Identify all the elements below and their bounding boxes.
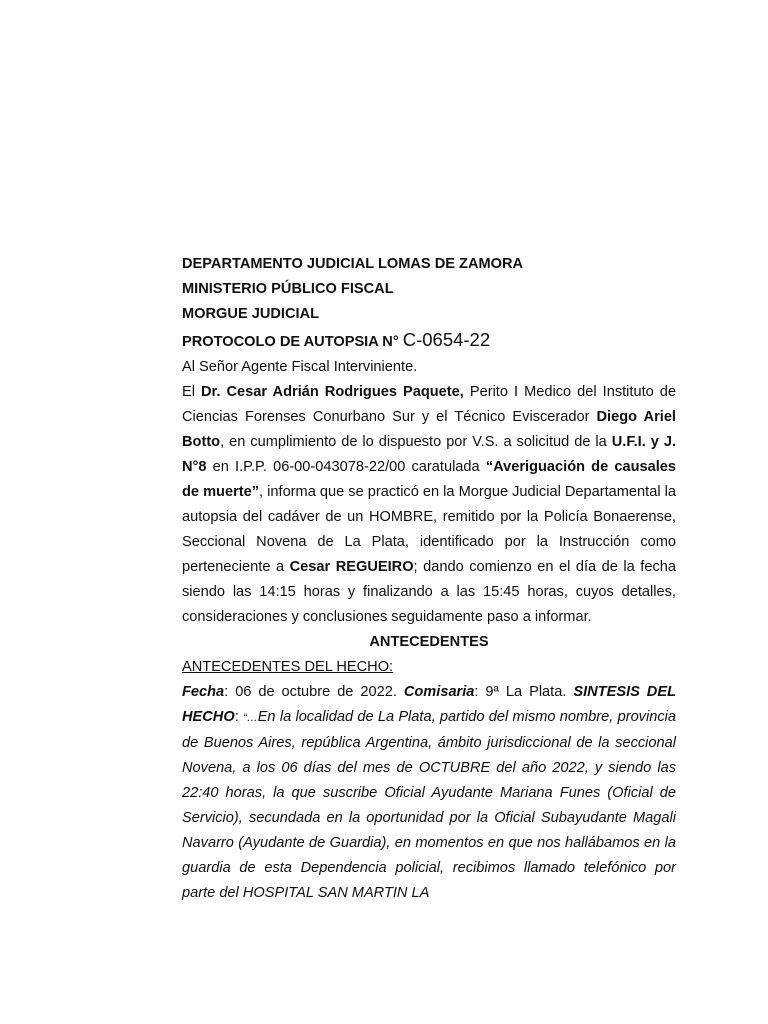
- technician-name: Diego Ariel Botto: [182, 409, 676, 450]
- header-department: DEPARTAMENTO JUDICIAL LOMAS DE ZAMORA: [182, 256, 524, 272]
- body-text: en I.P.P. 06-00-043078-22/00 caratulada: [206, 459, 486, 475]
- body-text: ; dando comienzo en el día de la fecha siendo las 14:15 horas y finalizando a las 15:45 horas, cuyos detalles, consideraciones y conclusiones seguidamente paso a informar.: [182, 559, 676, 625]
- sintesis-label: SINTESIS DEL HECHO: [182, 684, 676, 725]
- protocol-number: C-0654-22: [402, 329, 491, 350]
- fecha-label: Fecha: [182, 684, 225, 700]
- sintesis-colon: :: [234, 709, 244, 725]
- quote-open: “…: [243, 712, 258, 724]
- header-morgue: MORGUE JUDICIAL: [182, 306, 320, 322]
- sintesis-text: En la localidad de La Plata, partido del mismo nombre, provincia de Buenos Aires, república Argentina, ámbito jurisdiccional de la seccional Novena, a los 06 días del mes de OCTUBRE del año 2022, y siendo las 22:40 horas, la que suscribe Oficial Ayudante Mariana Funes (Oficial de Servicio), secundada en la oportunidad por la Oficial Subayudante Magali Navarro (Ayudante de Guardia), en momentos en que nos hallábamos en la guardia de esta Dependencia policial, recibimos llamado telefónico por parte del HOSPITAL SAN MARTIN LA: [182, 709, 676, 901]
- body-text: Perito I Medico del Instituto de Ciencias Forenses Conurbano Sur y el Técnico Eviscerador: [182, 384, 677, 425]
- protocol-label: PROTOCOLO DE AUTOPSIA N°: [182, 334, 399, 350]
- section-title: ANTECEDENTES: [369, 634, 489, 650]
- document-content: [182, 252, 676, 906]
- body-text: , en cumplimiento de lo dispuesto por V.S. a solicitud de la: [220, 434, 612, 450]
- comisaria-value: : 9ª La Plata.: [474, 684, 574, 700]
- fecha-value: : 06 de octubre de 2022.: [224, 684, 404, 700]
- salutation: Al Señor Agente Fiscal Interviniente.: [182, 359, 418, 375]
- section-subtitle: ANTECEDENTES DEL HECHO:: [182, 659, 394, 675]
- header-ministry: MINISTERIO PÚBLICO FISCAL: [182, 281, 394, 297]
- body-text: , informa que se practicó en la Morgue Judicial Departamental la autopsia del cadáver de un HOMBRE, remitido por la Policía Bonaerense, Seccional Novena de La Plata, identificado por la Instrucción como perteneciente a: [182, 484, 676, 575]
- deceased-name: Cesar REGUEIRO: [289, 559, 414, 575]
- comisaria-label: Comisaria: [403, 684, 475, 700]
- facts-paragraph: [182, 680, 676, 906]
- body-text: El: [182, 384, 202, 400]
- protocol-line: [182, 327, 676, 355]
- doctor-name: Dr. Cesar Adrián Rodrigues Paquete,: [201, 384, 464, 400]
- body-paragraph: [182, 380, 676, 630]
- ufi-reference: U.F.I. y J. N°8: [182, 434, 676, 475]
- case-caption: “Averiguación de causales de muerte”: [182, 459, 677, 500]
